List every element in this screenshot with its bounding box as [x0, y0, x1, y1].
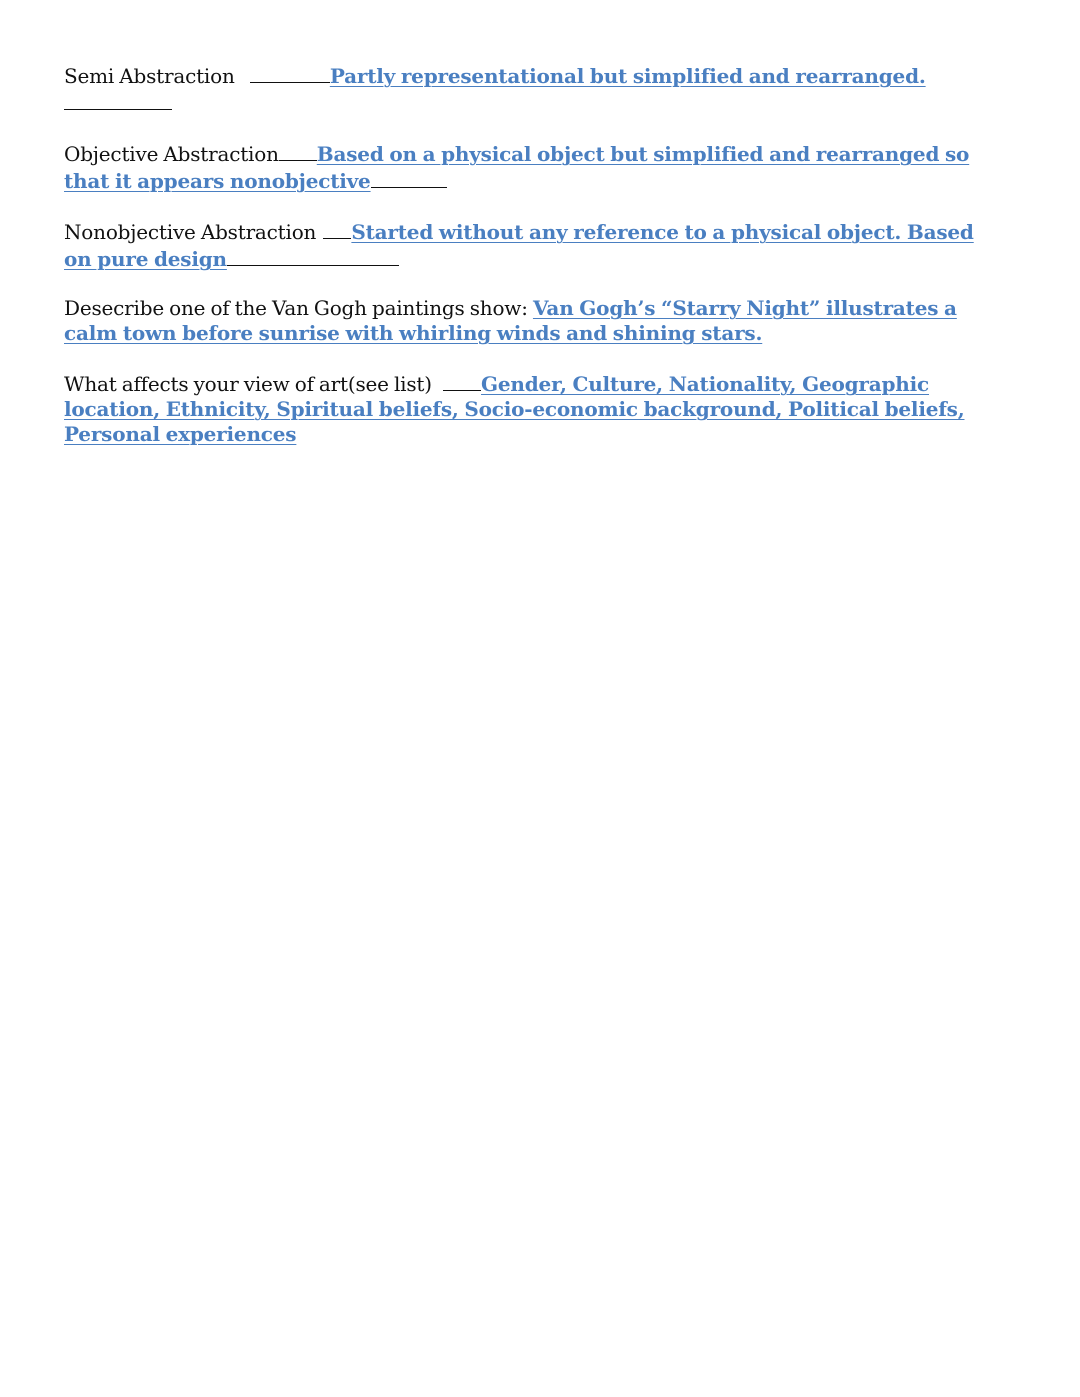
answer-blank-line [279, 140, 317, 161]
nonobjective-abstraction-label: Nonobjective Abstraction [64, 220, 317, 244]
answer-blank-line [227, 245, 399, 266]
answer-blank-line [250, 62, 330, 83]
van-gogh-answer: Van Gogh’s “Starry Night” illustrates a calm town before sunrise with whirling winds and shining stars. [64, 296, 957, 345]
semi-abstraction-entry [64, 62, 994, 116]
objective-abstraction-label: Objective Abstraction [64, 142, 279, 166]
view-of-art-label: What affects your view of art(see list) [64, 372, 432, 396]
worksheet-page [64, 62, 994, 447]
van-gogh-label: Desecribe one of the Van Gogh paintings show: [64, 296, 528, 320]
answer-blank-line [323, 218, 351, 239]
answer-blank-line [371, 167, 447, 188]
view-of-art-entry [64, 370, 994, 447]
objective-abstraction-answer: Based on a physical object but simplified and rearranged so that it appears nonobjective [64, 142, 970, 193]
view-of-art-answer: Gender, Culture, Nationality, Geographic location, Ethnicity, Spiritual beliefs, Socio-economic background, Political beliefs, Personal experiences [64, 372, 965, 446]
semi-abstraction-answer: Partly representational but simplified and rearranged. [329, 64, 926, 88]
answer-blank-line [443, 370, 481, 391]
semi-abstraction-label: Semi Abstraction [64, 64, 235, 88]
nonobjective-abstraction-answer: Started without any reference to a physical object. Based on pure design [64, 220, 974, 271]
van-gogh-entry [64, 296, 994, 346]
objective-abstraction-entry [64, 140, 994, 194]
answer-blank-line [64, 89, 172, 110]
nonobjective-abstraction-entry [64, 218, 994, 272]
